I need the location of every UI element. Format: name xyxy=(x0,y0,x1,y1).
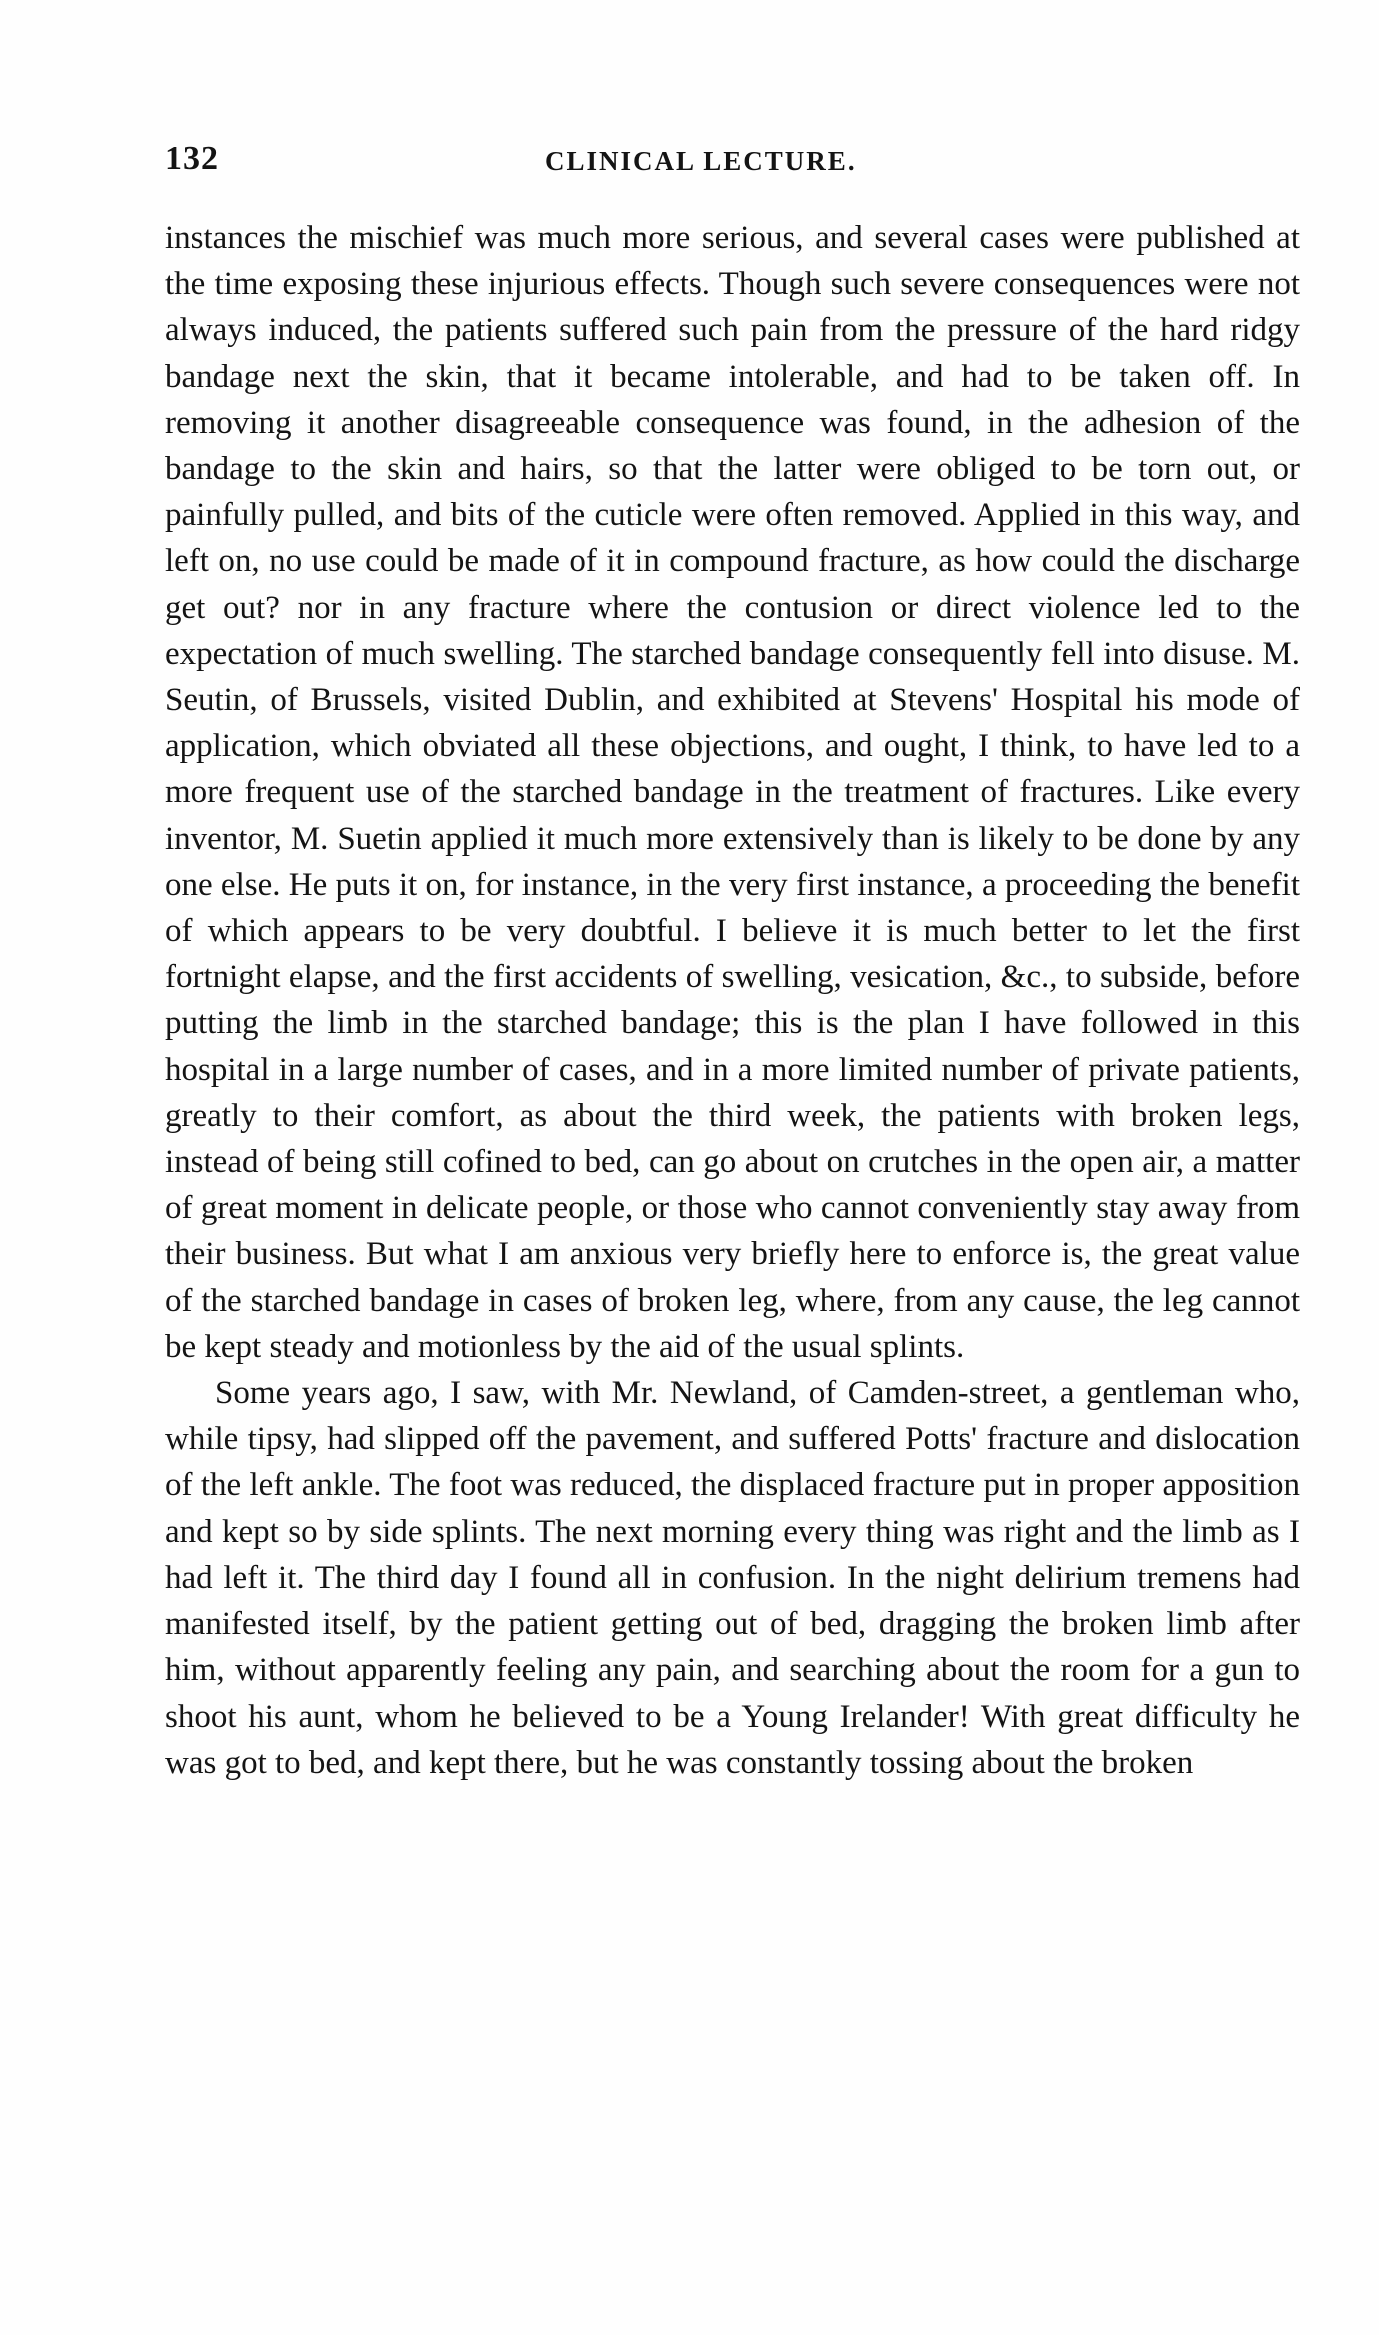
page-header xyxy=(165,140,1295,190)
page-number: 132 xyxy=(165,140,219,177)
paragraph-2: Some years ago, I saw, with Mr. Newland, of Camden-street, a gentleman who, while tipsy, had slipped off the pavement, and suffered Potts' fracture and dislocation of the left ankle. The foot was reduced, the displaced fracture put in proper apposition and kept so by side splints. The next morning every thing was right and the limb as I had left it. The third day I found all in confusion. In the night delirium tremens had manifested itself, by the patient getting out of bed, dragging the broken limb after him, without apparently feeling any pain, and searching about the room for a gun to shoot his aunt, whom he believed to be a Young Irelander! With great difficulty he was got to bed, and kept there, but he was constantly tossing about the broken xyxy=(165,1375,1300,1781)
paragraph-1: instances the mischief was much more serious, and several cases were published at the time exposing these injurious effects. Though such severe consequences were not always induced, the patients suffered such pain from the pressure of the hard ridgy bandage next the skin, that it became intolerable, and had to be taken off. In removing it another disagreeable consequence was found, in the adhesion of the bandage to the skin and hairs, so that the latter were obliged to be torn out, or painfully pulled, and bits of the cuticle were often removed. Applied in this way, and left on, no use could be made of it in compound fracture, as how could the discharge get out? nor in any fracture where the contusion or direct violence led to the expectation of much swelling. The starched bandage consequently fell into disuse. M. Seutin, of Brussels, visited Dublin, and exhibited at Stevens' Hospital his mode of application, which obviated all these objections, and ought, I think, to have led to a more frequent use of the starched bandage in the treatment of fractures. Like every inventor, M. Suetin applied it much more extensively than is likely to be done by any one else. He puts it on, for instance, in the very first instance, a proceeding the benefit of which appears to be very doubtful. I believe it is much better to let the first fortnight elapse, and the first accidents of swelling, vesication, &c., to subside, before putting the limb in the starched bandage; this is the plan I have followed in this hospital in a large number of cases, and in a more limited number of private patients, greatly to their comfort, as about the third week, the patients with broken legs, instead of being still cofined to bed, can go about on crutches in the open air, a matter of great moment in delicate people, or those who cannot conveniently stay away from their business. But what I am anxious very briefly here to enforce is, the great value of the starched bandage in cases of broken leg, where, from any cause, the leg cannot be kept steady and motionless by the aid of the usual splints. xyxy=(165,220,1300,1365)
body-text xyxy=(165,215,1300,1786)
running-title: CLINICAL LECTURE. xyxy=(545,146,857,176)
